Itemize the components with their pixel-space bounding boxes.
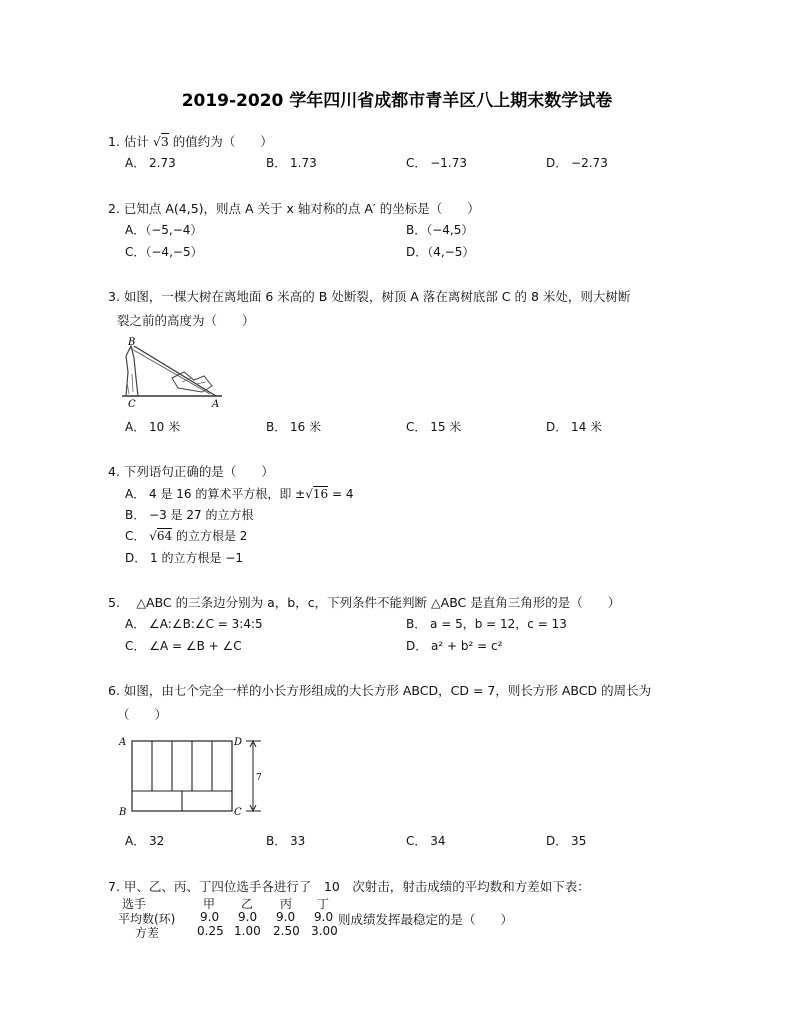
broken-tree-figure bbox=[112, 334, 232, 412]
question-2-option-d: D．（4,−5） bbox=[406, 245, 475, 259]
question-4-option-d: D． 1 的立方根是 −1 bbox=[125, 551, 244, 565]
table-header-label: 选手 bbox=[122, 897, 147, 911]
figure-label-d: D bbox=[234, 737, 243, 748]
table-header-bing: 丙 bbox=[280, 897, 293, 911]
table-header-jia: 甲 bbox=[203, 897, 216, 911]
question-6-option-b: B． 33 bbox=[266, 834, 306, 848]
rectangle-figure bbox=[116, 733, 276, 819]
question-6-option-c: C． 34 bbox=[406, 834, 446, 848]
table-header-ding: 丁 bbox=[317, 897, 330, 911]
question-7-stem: 7. 甲、乙、丙、丁四位选手各进行了 10 次射击，射击成绩的平均数和方差如下表： bbox=[108, 879, 590, 894]
question-1-radicand: 3 bbox=[160, 134, 169, 149]
question-3-option-b: B． 16 米 bbox=[266, 420, 322, 434]
question-3-option-c: C． 15 米 bbox=[406, 420, 462, 434]
question-2-option-a: A．（−5,−4） bbox=[125, 223, 203, 237]
question-5-stem: 5. △ABC 的三条边分别为 a，b，c，下列条件不能判断 △ABC 是直角三角形的是（ ） bbox=[108, 595, 621, 610]
question-4-stem: 4. 下列语句正确的是（ ） bbox=[108, 464, 274, 479]
table-cell: 9.0 bbox=[276, 910, 296, 924]
question-2-option-c: C．（−4,−5） bbox=[125, 245, 203, 259]
question-5-option-d: D． a² + b² = c² bbox=[406, 639, 503, 653]
table-row-variance-label: 方差 bbox=[135, 926, 160, 940]
question-3-stem-line1: 3. 如图，一棵大树在离地面 6 米高的 B 处断裂，树顶 A 落在离树底部 C 的 8 米处，则大树断 bbox=[108, 289, 631, 304]
table-cell: 9.0 bbox=[200, 910, 220, 924]
question-4-option-c: C． √64 的立方根是 2 bbox=[125, 529, 248, 543]
question-3-option-d: D． 14 米 bbox=[546, 420, 603, 434]
table-cell: 9.0 bbox=[314, 910, 334, 924]
page-title: 2019-2020 学年四川省成都市青羊区八上期末数学试卷 bbox=[181, 91, 613, 111]
sqrt-symbol: √ bbox=[305, 487, 313, 501]
sqrt-symbol: √ bbox=[152, 134, 161, 149]
question-2-option-b: B．（−4,5） bbox=[406, 223, 474, 237]
question-7-tail: 则成绩发挥最稳定的是（ ） bbox=[338, 912, 514, 927]
question-1-option-a: A． 2.73 bbox=[125, 156, 176, 170]
figure-label-a: A bbox=[119, 737, 127, 748]
question-1-option-b: B． 1.73 bbox=[266, 156, 317, 170]
question-6-stem-line2: （ ） bbox=[117, 707, 168, 722]
question-3-stem-line2: 裂之前的高度为（ ） bbox=[117, 313, 255, 328]
table-row-mean-label: 平均数(环) bbox=[118, 912, 176, 926]
table-cell: 1.00 bbox=[234, 924, 261, 938]
table-cell: 0.25 bbox=[197, 924, 224, 938]
question-5-option-c: C． ∠A = ∠B + ∠C bbox=[125, 639, 242, 653]
question-6-option-d: D． 35 bbox=[546, 834, 587, 848]
figure-label-b: B bbox=[128, 337, 136, 348]
table-cell: 9.0 bbox=[238, 910, 258, 924]
question-6-stem-line1: 6. 如图，由七个完全一样的小长方形组成的大长方形 ABCD，CD = 7，则长方形 ABCD 的周长为 bbox=[108, 683, 652, 698]
figure-length-label: 7 bbox=[256, 773, 262, 783]
question-2-stem: 2. 已知点 A(4,5)，则点 A 关于 x 轴对称的点 A′ 的坐标是（ ） bbox=[108, 201, 480, 216]
question-3-option-a: A． 10 米 bbox=[125, 420, 181, 434]
question-1-option-c: C． −1.73 bbox=[406, 156, 467, 170]
table-header-yi: 乙 bbox=[241, 897, 254, 911]
question-1-stem bbox=[108, 132, 273, 150]
question-1-stem-post: 的值约为（ ） bbox=[168, 134, 273, 149]
figure-label-a: A bbox=[212, 399, 220, 410]
question-4-option-a: A． 4 是 16 的算术平方根，即 ±√16 = 4 bbox=[125, 487, 354, 501]
question-1-stem-pre: 1. 估计 bbox=[108, 134, 153, 149]
table-cell: 2.50 bbox=[273, 924, 300, 938]
figure-label-c: C bbox=[234, 807, 242, 818]
question-1-option-d: D． −2.73 bbox=[546, 156, 608, 170]
table-cell: 3.00 bbox=[311, 924, 338, 938]
question-4-option-b: B． −3 是 27 的立方根 bbox=[125, 508, 254, 522]
question-5-option-a: A． ∠A:∠B:∠C = 3:4:5 bbox=[125, 617, 263, 631]
figure-label-b: B bbox=[119, 807, 127, 818]
question-6-option-a: A． 32 bbox=[125, 834, 165, 848]
sqrt-symbol: √ bbox=[149, 529, 157, 543]
broken-part bbox=[134, 346, 216, 396]
question-5-option-b: B． a = 5，b = 12，c = 13 bbox=[406, 617, 567, 631]
figure-label-c: C bbox=[128, 399, 136, 410]
